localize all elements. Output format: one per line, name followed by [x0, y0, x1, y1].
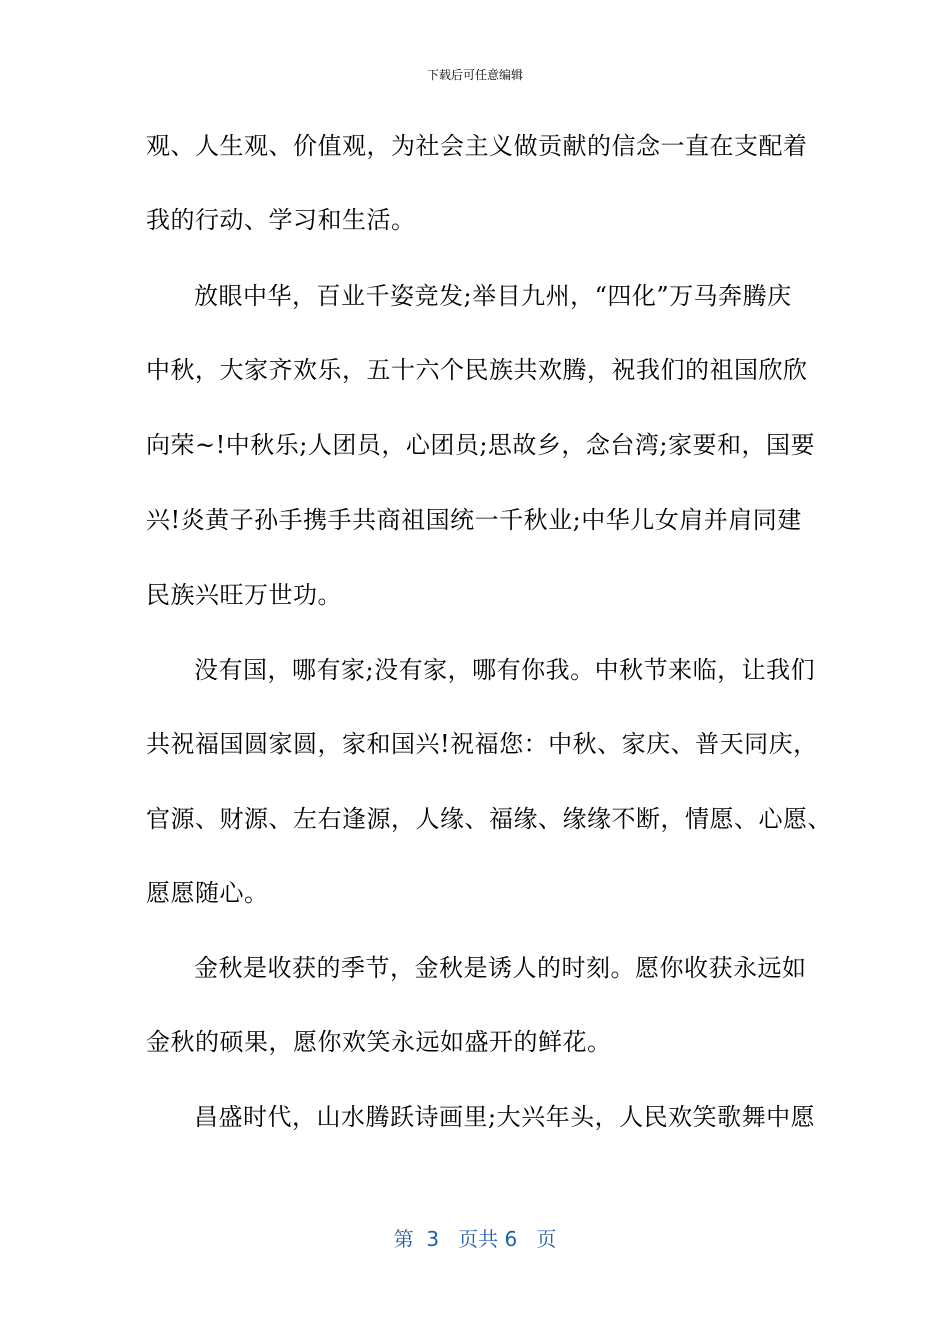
body-line: 观、人生观、价值观，为社会主义做贡献的信念一直在支配着: [146, 132, 808, 160]
body-line: 民族兴旺万世功。: [146, 581, 342, 609]
body-line: 我的行动、学习和生活。: [146, 206, 416, 234]
body-line: 愿愿随心。: [146, 879, 269, 907]
body-line: 向荣~!中秋乐;人团员，心团员;思故乡，念台湾;家要和，国要: [146, 431, 816, 459]
page-header: 下载后可任意编辑: [426, 68, 523, 82]
body-line: 金秋的硕果，愿你欢笑永远如盛开的鲜花。: [146, 1028, 612, 1056]
paragraph-start-line: 放眼中华，百业千姿竞发;举目九州，“四化”万马奔腾庆: [194, 282, 792, 310]
paragraph-start-line: 金秋是收获的季节，金秋是诱人的时刻。愿你收获永远如: [194, 954, 807, 982]
paragraph-start-line: 昌盛时代，山水腾跃诗画里;大兴年头，人民欢笑歌舞中愿: [194, 1103, 816, 1131]
body-line: 官源、财源、左右逢源，人缘、福缘、缘缘不断，情愿、心愿、: [146, 805, 832, 833]
body-line: 共祝福国圆家圆，家和国兴!祝福您：中秋、家庆、普天同庆，: [146, 730, 818, 758]
page-number-footer: 第 3 页共 6 页: [393, 1227, 557, 1251]
body-line: 兴!炎黄子孙手携手共商祖国统一千秋业;中华儿女肩并肩同建: [146, 506, 802, 534]
body-line: 中秋，大家齐欢乐，五十六个民族共欢腾，祝我们的祖国欣欣: [146, 356, 808, 384]
paragraph-start-line: 没有国，哪有家;没有家，哪有你我。中秋节来临，让我们: [194, 656, 816, 684]
